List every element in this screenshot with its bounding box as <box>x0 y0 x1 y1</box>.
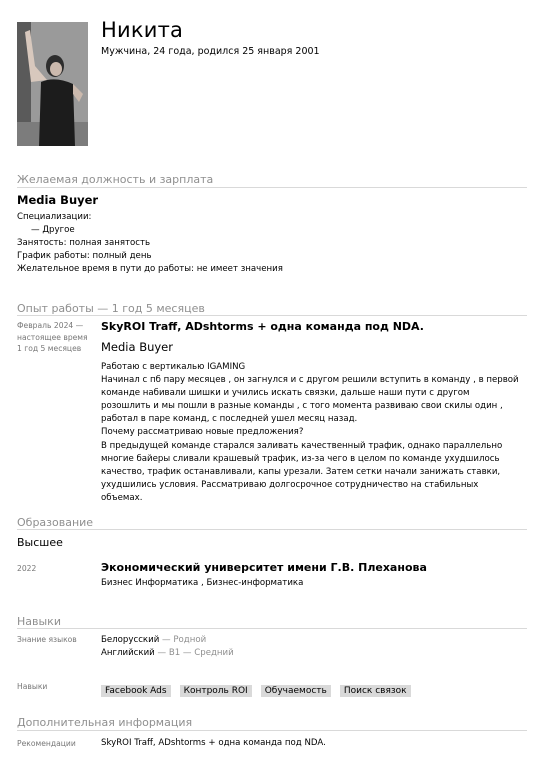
candidate-name: Никита <box>101 18 184 42</box>
skill-tag: Контроль ROI <box>180 685 252 697</box>
period-end: настоящее время <box>17 332 88 342</box>
education-level: Высшее <box>17 536 63 549</box>
section-title-position: Желаемая должность и зарплата <box>17 173 214 186</box>
desired-position-title: Media Buyer <box>17 193 99 207</box>
description-line: Почему рассматриваю новые предложения? <box>101 427 304 438</box>
section-divider <box>17 187 527 188</box>
company-name: SkyROI Traff, ADshtorms + одна команда под NDA. <box>101 320 424 333</box>
profile-photo <box>17 22 88 146</box>
language-name: Белорусский <box>101 635 160 645</box>
section-title-experience: Опыт работы — 1 год 5 месяцев <box>17 302 205 315</box>
section-divider <box>17 730 527 731</box>
period-start: Февраль 2024 — <box>17 321 84 330</box>
skill-tag: Facebook Ads <box>101 685 171 697</box>
description-line: Работаю с вертикалью IGAMING <box>101 362 246 372</box>
language-name: Английский <box>101 648 155 658</box>
language-item <box>101 647 234 660</box>
graduation-year: 2022 <box>17 564 37 573</box>
skills-label: Навыки <box>17 682 48 691</box>
language-level: — B1 — Средний <box>154 648 234 658</box>
skill-tags <box>101 678 420 697</box>
travel-time: Желательное время в пути до работы: не имеет значения <box>17 264 283 274</box>
recommendations-label: Рекомендации <box>17 739 76 748</box>
section-divider <box>17 315 527 316</box>
work-schedule: График работы: полный день <box>17 251 152 261</box>
section-title-skills: Навыки <box>17 615 61 628</box>
candidate-personal-info: Мужчина, 24 года, родился 25 января 2001 <box>101 46 320 57</box>
faculty-name: Бизнес Информатика , Бизнес-информатика <box>101 578 304 588</box>
section-divider <box>17 628 527 629</box>
skill-tag: Поиск связок <box>340 685 411 697</box>
specializations-label: Специализации: <box>17 212 92 222</box>
language-item <box>101 634 206 647</box>
description-paragraph: В предыдущей команде старался заливать качественный трафик, однако параллельно многие байеры сливали крашевый трафик, из-за чего в целом по команде ухудшилось качество, трафик останавливали, капы урезали. Затем сетки начали занижать ставки, ухудшились условия. Рассматриваю долгосрочное сотрудничество на стабильных объемах. <box>101 440 503 503</box>
language-level: — Родной <box>159 635 207 645</box>
person-silhouette-icon <box>17 22 88 146</box>
section-title-education: Образование <box>17 516 94 529</box>
recommendations-value: SkyROI Traff, ADshtorms + одна команда под NDA. <box>101 738 326 748</box>
section-divider <box>17 529 527 530</box>
job-description <box>101 361 521 505</box>
specialization-item: — Другое <box>31 225 75 235</box>
experience-period <box>17 320 88 355</box>
description-paragraph: Начинал с пб пару месяцев , он загнулся и с другом решили вступить в команду , в первой команде набивали шишки и учились искать связки, дальше наши пути с другом розошлить и мы пошли в разные команды , с того момента развиваю свои скилы один , работал в паре команд, с последней ушел месяц назад. <box>101 375 519 425</box>
job-role: Media Buyer <box>101 340 173 354</box>
languages-label: Знание языков <box>17 635 77 644</box>
section-title-additional: Дополнительная информация <box>17 716 193 729</box>
period-duration: 1 год 5 месяцев <box>17 344 82 353</box>
skill-tag: Обучаемость <box>261 685 331 697</box>
employment-type: Занятость: полная занятость <box>17 238 151 248</box>
institution-name: Экономический университет имени Г.В. Плеханова <box>101 561 427 574</box>
